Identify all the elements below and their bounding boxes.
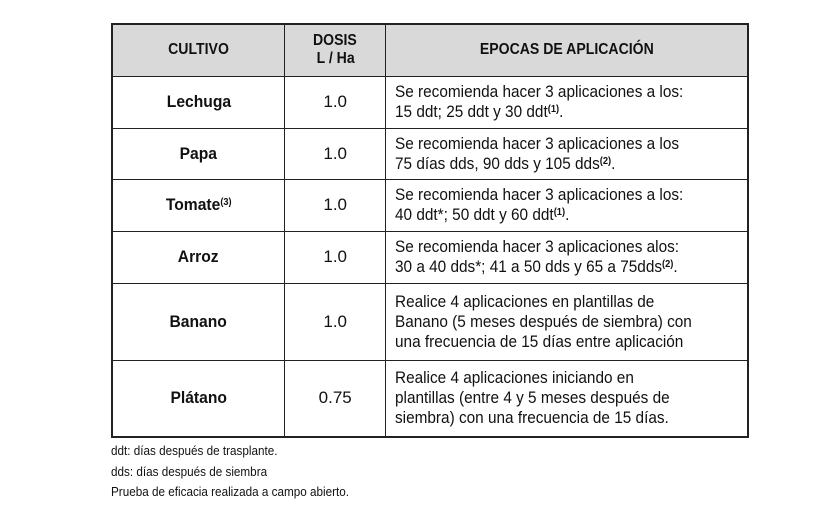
document-page: [111, 23, 751, 503]
crop-name: [166, 195, 232, 215]
header-dosis-line2: L / Ha: [316, 50, 355, 68]
crop-footnote-ref: (3): [220, 197, 232, 208]
dose-cell: [285, 231, 386, 283]
dose-cell: [285, 179, 386, 231]
application-line-text: 30 a 40 dds*; 41 a 50 dds y 65 a 75dds: [395, 258, 663, 276]
table-footnotes: [111, 441, 751, 503]
header-dosis: [285, 24, 386, 76]
footnote-ref: (2): [662, 259, 674, 270]
dose-value: 1.0: [323, 195, 347, 214]
application-line: [395, 102, 563, 122]
header-cultivo-label: CULTIVO: [168, 41, 229, 59]
dose-cell: [285, 283, 386, 360]
application-cell: [386, 128, 748, 179]
crop-cell: [112, 76, 285, 128]
application-line: Realice 4 aplicaciones iniciando en: [395, 369, 635, 388]
dose-cell: [285, 360, 386, 437]
dose-cell: [285, 76, 386, 128]
footnote-dds: dds: días después de siembra: [111, 463, 268, 479]
dose-value: 0.75: [318, 388, 352, 408]
application-line-text: 40 ddt*; 50 ddt y 60 ddt: [395, 206, 555, 224]
footnote-ddt: ddt: días después de trasplante.: [111, 443, 278, 458]
footnote-ref: (1): [548, 104, 560, 115]
crop-name: Papa: [179, 143, 218, 163]
crop-name: Banano: [169, 311, 228, 331]
application-line-text: 15 ddt; 25 ddt y 30 ddt: [395, 103, 549, 121]
table-header-row: [112, 24, 748, 76]
dose-cell: [285, 128, 386, 179]
table-row: [112, 179, 748, 231]
crop-name: Lechuga: [166, 92, 231, 111]
dose-value: 1.0: [323, 247, 347, 266]
crop-cell: [112, 128, 285, 179]
table-row: [112, 128, 748, 179]
dose-value: 1.0: [323, 92, 347, 111]
footnote-ref: (2): [600, 155, 612, 167]
header-epocas: [386, 24, 748, 76]
application-line: Se recomienda hacer 3 aplicaciones a los: [395, 134, 680, 153]
application-line: Se recomienda hacer 3 aplicaciones a los:: [395, 186, 684, 204]
table-row: [112, 283, 748, 360]
crop-name-text: Tomate: [165, 195, 221, 214]
application-line: una frecuencia de 15 días entre aplicación: [395, 332, 684, 351]
line-end: .: [559, 103, 564, 121]
application-line: [395, 205, 569, 225]
crop-cell: [112, 231, 285, 283]
application-cell: [386, 76, 748, 128]
header-cultivo: [112, 24, 285, 76]
application-dose-table: [111, 23, 749, 438]
application-line: [395, 257, 678, 277]
header-epocas-label: EPOCAS DE APLICACIÓN: [479, 41, 654, 59]
line-end: .: [611, 154, 616, 173]
footnote-efficacy: Prueba de eficacia realizada a campo abierto.: [111, 484, 350, 499]
application-cell: [386, 179, 748, 231]
table-row: [112, 76, 748, 128]
crop-cell: [112, 179, 285, 231]
application-cell: [386, 283, 748, 360]
dose-value: 1.0: [323, 143, 347, 163]
crop-cell: [112, 360, 285, 437]
application-cell: [386, 231, 748, 283]
application-line: Banano (5 meses después de siembra) con: [395, 312, 693, 331]
application-line: Se recomienda hacer 3 aplicaciones alos:: [395, 238, 680, 256]
line-end: .: [565, 206, 570, 224]
header-dosis-line1: DOSIS: [313, 32, 358, 50]
footnote-ref: (1): [554, 207, 566, 218]
crop-name: Plátano: [170, 388, 227, 408]
application-line-text: 75 días dds, 90 dds y 105 dds: [395, 154, 601, 173]
application-line: plantillas (entre 4 y 5 meses después de: [395, 389, 671, 408]
application-line: siembra) con una frecuencia de 15 días.: [395, 409, 670, 428]
application-cell: [386, 360, 748, 437]
application-line: Realice 4 aplicaciones en plantillas de: [395, 292, 655, 311]
crop-name: Arroz: [178, 247, 219, 266]
dose-value: 1.0: [323, 311, 347, 331]
line-end: .: [673, 258, 679, 276]
table-row: [112, 360, 748, 437]
table-row: [112, 231, 748, 283]
application-line: [395, 154, 615, 174]
application-line: Se recomienda hacer 3 aplicaciones a los:: [395, 83, 684, 101]
crop-cell: [112, 283, 285, 360]
